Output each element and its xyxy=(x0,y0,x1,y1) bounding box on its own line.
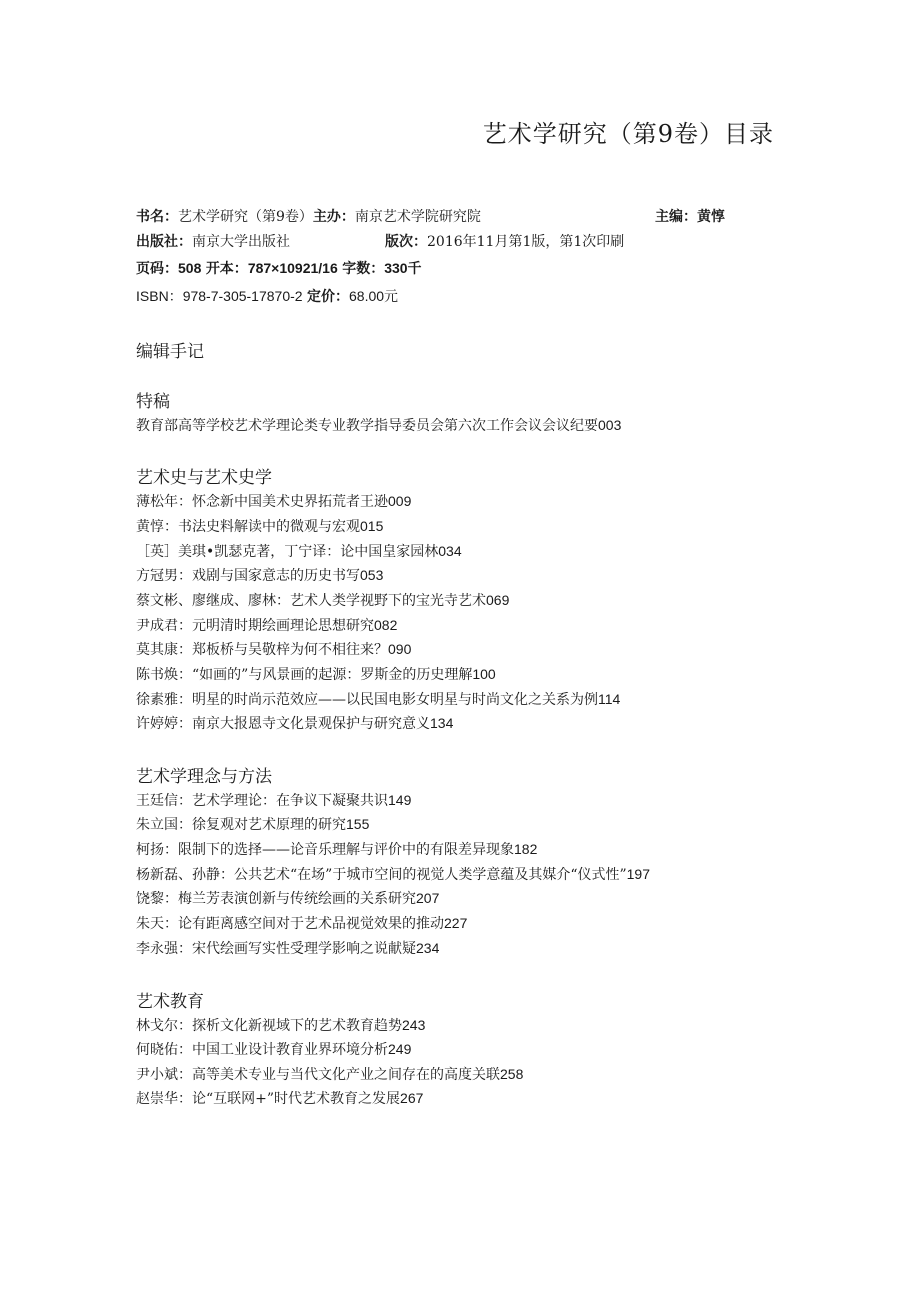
sponsor-value: 南京艺术学院研究院 xyxy=(354,209,481,225)
entry-page: 034 xyxy=(438,543,462,559)
entry-text: 蔡文彬、廖继成、廖林：艺术人类学视野下的宝光寺艺术 xyxy=(136,593,486,609)
entry-page: 003 xyxy=(598,417,622,433)
entry-text: 黄惇：书法史料解读中的微观与宏观 xyxy=(136,519,360,535)
entry-text: ［英］美琪•凯瑟克著，丁宁译：论中国皇家园林 xyxy=(136,544,439,560)
format-label: 开本： xyxy=(205,261,248,277)
section-heading: 艺术教育 xyxy=(136,992,204,1012)
section-heading: 编辑手记 xyxy=(136,342,204,362)
entry-text: 李永强：宋代绘画写实性受理学影响之说献疑 xyxy=(136,941,416,957)
entry-text: 王廷信：艺术学理论：在争议下凝聚共识 xyxy=(136,793,388,809)
entry-page: 258 xyxy=(500,1066,524,1082)
entry-text: 朱立国：徐复观对艺术原理的研究 xyxy=(136,817,346,833)
toc-entry xyxy=(136,790,411,811)
toc-entry xyxy=(136,639,411,660)
entry-page: 243 xyxy=(402,1017,426,1033)
isbn-value: 978-7-305-17870-2 xyxy=(182,288,303,304)
price-value: 68.00元 xyxy=(349,288,399,304)
entry-page: 227 xyxy=(444,915,468,931)
toc-entry xyxy=(136,590,509,611)
info-line-publisher xyxy=(136,232,786,252)
editor-value: 黄惇 xyxy=(697,209,725,225)
entry-page: 207 xyxy=(416,890,440,906)
entry-page: 182 xyxy=(514,841,538,857)
price-label: 定价： xyxy=(307,289,350,305)
toc-entry xyxy=(136,713,453,734)
edition-value: 2016年11月第1版，第1次印刷 xyxy=(427,234,625,250)
toc-entry xyxy=(136,1088,423,1109)
publisher-value: 南京大学出版社 xyxy=(192,234,290,250)
pages-label: 页码： xyxy=(136,261,178,277)
entry-page: 234 xyxy=(416,940,440,956)
entry-text: 尹成君：元明清时期绘画理论思想研究 xyxy=(136,618,374,634)
entry-text: 陈书焕：“如画的”与风景画的起源：罗斯金的历史理解 xyxy=(136,667,473,683)
section-heading: 艺术史与艺术史学 xyxy=(136,468,272,488)
book-value: 艺术学研究（第9卷） xyxy=(178,209,313,225)
format-value: 787×10921/16 xyxy=(247,260,338,276)
entry-text: 柯扬：限制下的选择——论音乐理解与评价中的有限差异现象 xyxy=(136,842,514,858)
info-line-book xyxy=(136,207,786,227)
section-heading: 特稿 xyxy=(136,392,170,412)
entry-page: 249 xyxy=(388,1041,412,1057)
edition-label: 版次： xyxy=(385,234,427,250)
toc-entry xyxy=(136,839,537,860)
entry-page: 015 xyxy=(360,518,384,534)
words-value: 330千 xyxy=(384,260,422,276)
entry-page: 134 xyxy=(430,715,454,731)
entry-page: 114 xyxy=(598,691,621,707)
info-line-pages xyxy=(136,258,422,279)
entry-page: 155 xyxy=(346,816,370,832)
toc-entry xyxy=(136,814,369,835)
entry-text: 莫其康：郑板桥与吴敬梓为何不相往来？ xyxy=(136,642,388,658)
entry-text: 朱天：论有距离感空间对于艺术品视觉效果的推动 xyxy=(136,916,444,932)
entry-page: 069 xyxy=(486,592,510,608)
sponsor-label: 主办： xyxy=(312,209,355,225)
entry-text: 薄松年：怀念新中国美术史界拓荒者王逊 xyxy=(136,494,388,510)
toc-entry xyxy=(136,664,496,685)
toc-entry xyxy=(136,864,650,885)
entry-text: 杨新磊、孙静：公共艺术“在场”于城市空间的视觉人类学意蕴及其媒介“仪式性” xyxy=(136,867,627,883)
entry-page: 100 xyxy=(472,666,496,682)
isbn-label: ISBN： xyxy=(136,288,183,304)
toc-entry xyxy=(136,689,620,710)
toc-entry xyxy=(136,1064,523,1085)
entry-page: 090 xyxy=(388,641,412,657)
toc-entry xyxy=(136,888,439,909)
entry-page: 197 xyxy=(626,866,650,882)
toc-entry xyxy=(136,615,397,636)
entry-page: 009 xyxy=(388,493,412,509)
entry-text: 林戈尔：探析文化新视域下的艺术教育趋势 xyxy=(136,1018,402,1034)
toc-entry xyxy=(136,913,467,934)
entry-text: 何晓佑：中国工业设计教育业界环境分析 xyxy=(136,1042,388,1058)
entry-text: 方冠男：戏剧与国家意志的历史书写 xyxy=(136,568,360,584)
entry-text: 饶黎：梅兰芳表演创新与传统绘画的关系研究 xyxy=(136,891,416,907)
toc-entry xyxy=(136,1015,425,1036)
section-heading: 艺术学理念与方法 xyxy=(136,767,272,787)
toc-entry xyxy=(136,541,462,562)
toc-entry xyxy=(136,565,383,586)
pages-value: 508 xyxy=(178,260,202,276)
toc-entry xyxy=(136,1039,411,1060)
toc-entry xyxy=(136,491,411,512)
entry-page: 149 xyxy=(388,792,412,808)
page-title: 艺术学研究（第9卷）目录 xyxy=(482,120,774,148)
words-label: 字数： xyxy=(342,261,385,277)
entry-text: 教育部高等学校艺术学理论类专业教学指导委员会第六次工作会议会议纪要 xyxy=(136,418,598,434)
entry-page: 053 xyxy=(360,567,384,583)
info-line-isbn xyxy=(136,286,398,307)
entry-page: 267 xyxy=(400,1090,424,1106)
entry-text: 尹小斌：高等美术专业与当代文化产业之间存在的高度关联 xyxy=(136,1067,500,1083)
toc-entry xyxy=(136,938,439,959)
entry-page: 082 xyxy=(374,617,398,633)
entry-text: 许婷婷：南京大报恩寺文化景观保护与研究意义 xyxy=(136,716,430,732)
book-label: 书名： xyxy=(136,209,178,225)
entry-text: 赵崇华：论“互联网+”时代艺术教育之发展 xyxy=(136,1091,401,1107)
publisher-label: 出版社： xyxy=(136,234,192,250)
toc-entry xyxy=(136,415,621,436)
editor-label: 主编： xyxy=(655,209,697,225)
entry-text: 徐素雅：明星的时尚示范效应——以民国电影女明星与时尚文化之关系为例 xyxy=(136,692,598,708)
toc-entry xyxy=(136,516,383,537)
